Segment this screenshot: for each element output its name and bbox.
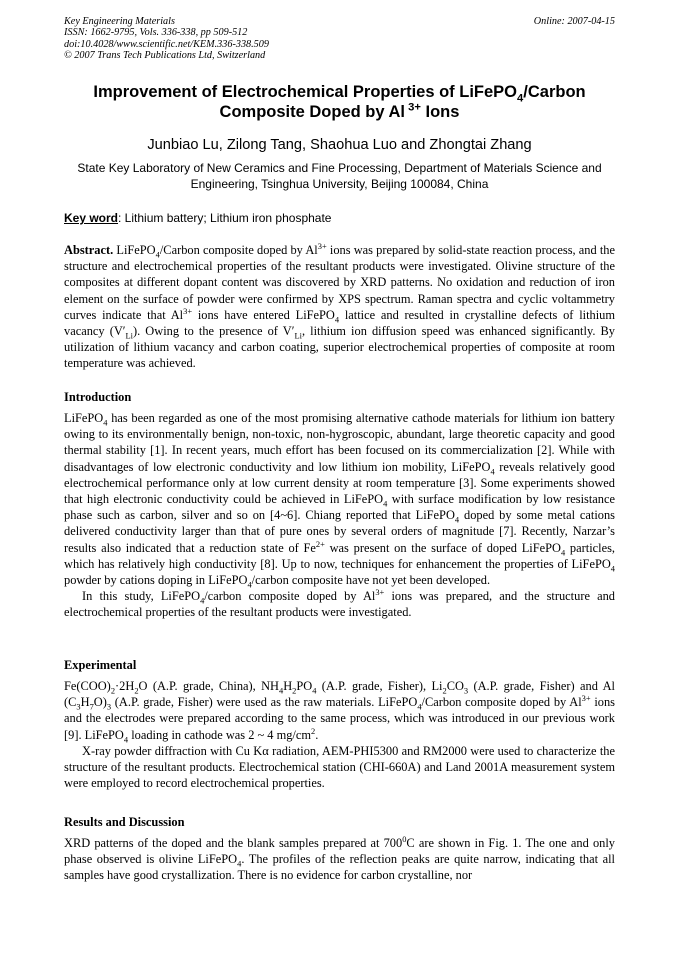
doi-line: doi:10.4028/www.scientific.net/KEM.336-338.509 (64, 38, 269, 50)
keywords (64, 210, 615, 226)
paper-title (64, 82, 615, 122)
title-line-1: Improvement of Electrochemical Properties of LiFePO$_4$/Carbon (93, 83, 586, 105)
results-paragraph-1: XRD patterns of the doped and the blank samples prepared at $700^0C$ are shown in Fig. 1. The one and only phase observed is olivine LiFePO$_4$. The profiles of the reflection peaks are quite narrow, indicating that all samples have good crystallization. There is no evidence for carbon crystalline, nor (64, 833, 615, 883)
intro-paragraph-1: LiFePO$_4$ has been regarded as one of the most promising alternative cathode materials for lithium ion battery owing to its environmentally benign, non-toxic, non-hygroscopic, abundant, large theoretic capacity and good thermal stability [1]. In recent years, much effort has been focused on its commercialization [2]. While with disadvantages of low electronic conductivity and low lithium ion mobility, LiFePO$_4$ reveals relatively good electrochemical performance only at low current density at room temperature [3]. Some experiments showed that high electronic conductivity could be achieved in LiFePO$_4$ with surface modification by low resistance phase such as carbon, silver and so on [4~6]. Chiang reported that LiFePO$_4$ doped by some metal cations delivered conductivity larger than that of pure ones by several orders of magnitude [7]. Recently, Narzar’s results also indicated that a reduction state of $Fe^{2+}$ was present on the surface of doped LiFePO$_4$ particles, which has relatively high conductivity [8]. Up to now, techniques for enhancement the properties of LiFePO$_4$ powder by cations doping in LiFePO$_4$/carbon composite have not yet been developed. (64, 411, 615, 590)
experimental-paragraph-2: X-ray powder diffraction with Cu Kα radiation, AEM-PHI5300 and RM2000 were used to characterize the structure of the resultant products. Electrochemical station (CHI-660A) and Land 2001A measurement system were employed to record electrochemical properties. (64, 743, 615, 791)
results-body (64, 835, 615, 884)
keyword-text: : Lithium battery; Lithium iron phosphate (118, 211, 332, 225)
online-date: Online: 2007-04-15 (533, 16, 615, 27)
introduction-body (64, 410, 615, 621)
intro-paragraph-2: In this study, LiFePO$_4$/carbon composite doped by $Al^{3+}$ ions was prepared, and the structure and electrochemical properties of the resultant products were investigated. (64, 587, 615, 620)
author-list: Junbiao Lu, Zilong Tang, Shaohua Luo and Zhongtai Zhang (147, 137, 532, 153)
experimental-heading: Experimental (64, 658, 137, 672)
experimental-body (64, 678, 615, 791)
experimental-paragraph-1: $Fe(COO)_2\cdot 2H_2O$ (A.P. grade, China), $NH_4H_2PO_4$ (A.P. grade, Fisher), $Li_2CO_3$ (A.P. grade, Fisher) and Al $(C_3H_7O)_3$ (A.P. grade, Fisher) were used as the raw materials. LiFePO$_4$/Carbon composite doped by $Al^{3+}$ ions and the electrodes were prepared according to the same process, which was introduced in our previous work [9]. LiFePO$_4$ loading in cathode was 2 ~ 4 $mg/cm^2$. (64, 679, 615, 745)
copyright-line: © 2007 Trans Tech Publications Ltd, Switzerland (64, 49, 266, 61)
introduction-heading: Introduction (64, 390, 132, 404)
abstract: Abstract. LiFePO$_4$/Carbon composite doped by $Al^{3+}$ ions was prepared by solid-state reaction process, and the structure and electrochemical properties of the resultant products were investigated. Olivine structure of the composites at different dopant content was discovered by XRD patterns. No oxidation and reduction of iron element on the surface of powder were confirmed by XPS spectrum. Raman spectra and cyclic voltammetry curves indicate that $Al^{3+}$ ions have entered LiFePO$_4$ lattice and resulted in crystalline defects of lithium vacancy $(V'_{Li})$. Owing to the presence of $V'_{Li}$, lithium ion diffusion speed was enhanced significantly. By utilization of lithium vacancy and carbon coating, superior electrochemical properties of composite at room temperature was achieved. (64, 240, 616, 371)
journal-header (64, 16, 615, 61)
affiliation: State Key Laboratory of New Ceramics and Fine Processing, Department of Materials Science and Engineering, Tsinghua University, Beijing 100084, China (77, 161, 602, 191)
keyword-label: Key word (64, 211, 119, 225)
issn-line: ISSN: 1662-9795, Vols. 336-338, pp 509-512 (64, 27, 248, 39)
results-heading: Results and Discussion (64, 815, 185, 829)
title-line-2: Composite Doped by Al $^{3+}$ Ions (219, 101, 460, 121)
journal-name: Key Engineering Materials (64, 16, 175, 27)
abstract-label: Abstract. (64, 243, 114, 257)
